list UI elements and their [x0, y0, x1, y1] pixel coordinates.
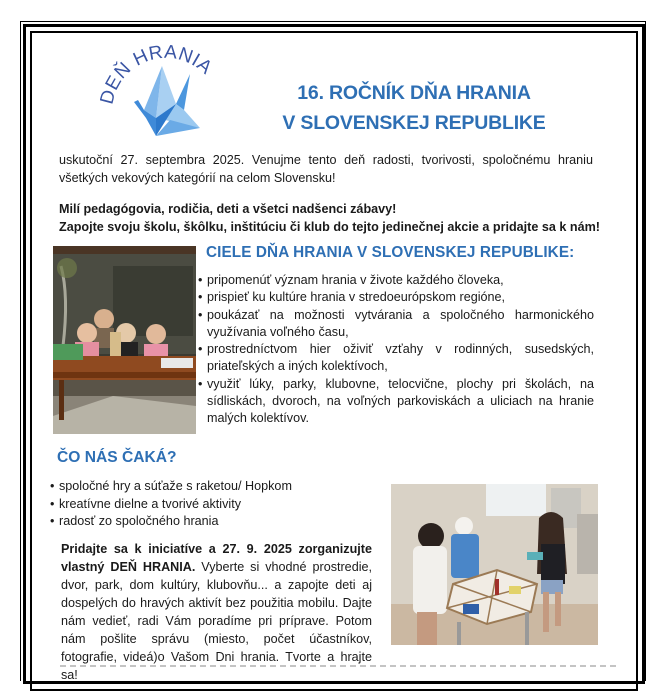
expect-list	[50, 478, 370, 531]
goal-item: • prispieť ku kultúre hrania v stredoeurópskom regióne,	[198, 289, 594, 306]
expect-item: • spoločné hry a súťaže s raketou/ Hopkom	[50, 478, 370, 496]
page-title	[264, 78, 564, 138]
appeal-line-2: Zapojte svoju školu, škôlku, inštitúciu či klub do tejto jedinečnej akcie a pridajte sa k nám!	[59, 220, 600, 234]
expect-item: • radosť zo spoločného hrania	[50, 513, 370, 531]
goal-item: • pripomenúť význam hrania v živote každého človeka,	[198, 272, 594, 289]
join-bold-lead: Pridajte sa k iniciatíve a 27. 9. 2025 zorganizujte vlastný DEŇ HRANIA.	[61, 542, 372, 574]
expect-heading: ČO NÁS ČAKÁ?	[57, 449, 177, 466]
origami-crane-icon	[100, 44, 230, 140]
den-hrania-logo	[100, 44, 230, 140]
children-game-table-photo	[391, 484, 598, 645]
intro-paragraph: uskutoční 27. septembra 2025. Venujme tento deň radosti, tvorivosti, spoločnému hraniu všetkých vekových kategórií na celom Slovensku!	[59, 153, 593, 185]
goal-item: • poukázať na možnosti vytvárania a spoločného harmonického využívania voľného času,	[198, 307, 594, 342]
appeal-paragraph	[59, 200, 619, 236]
cut-off-text-line	[60, 660, 620, 668]
title-line-2: V SLOVENSKEJ REPUBLIKE	[282, 112, 546, 134]
goal-item: • prostredníctvom hier oživiť vzťahy v rodinných, susedských, priateľských a iných kolektívoch,	[198, 341, 594, 376]
goals-heading: CIELE DŇA HRANIA V SLOVENSKEJ REPUBLIKE:	[206, 244, 575, 261]
goals-list	[198, 272, 594, 428]
title-line-1: 16. ROČNÍK DŇA HRANIA	[297, 82, 531, 104]
appeal-line-1: Milí pedagógovia, rodičia, deti a všetci nadšenci zábavy!	[59, 202, 397, 216]
children-jenga-photo	[53, 246, 196, 434]
join-text: Vyberte si vhodné prostredie, dvor, park, dom kultúry, klubovňu... a zapojte deti aj dospelých do hravých aktivít bez použitia mobilu. Dajte nám vedieť, radi Vám poradíme pri príprave. Potom nám pošlite správu (miesto, počet účastníkov, fotografie, videá)o Vašom Dni hrania. Tvorte a hrajte sa!	[61, 560, 372, 682]
expect-item: • kreatívne dielne a tvorivé aktivity	[50, 496, 370, 514]
goal-item: • využiť lúky, parky, klubovne, telocvične, plochy pri školách, na sídliskách, dvoroch, na voľných parkoviskách a uliciach na hranie malých kolektívov.	[198, 376, 594, 428]
logo-text: EŇ HRANIA	[101, 44, 217, 94]
